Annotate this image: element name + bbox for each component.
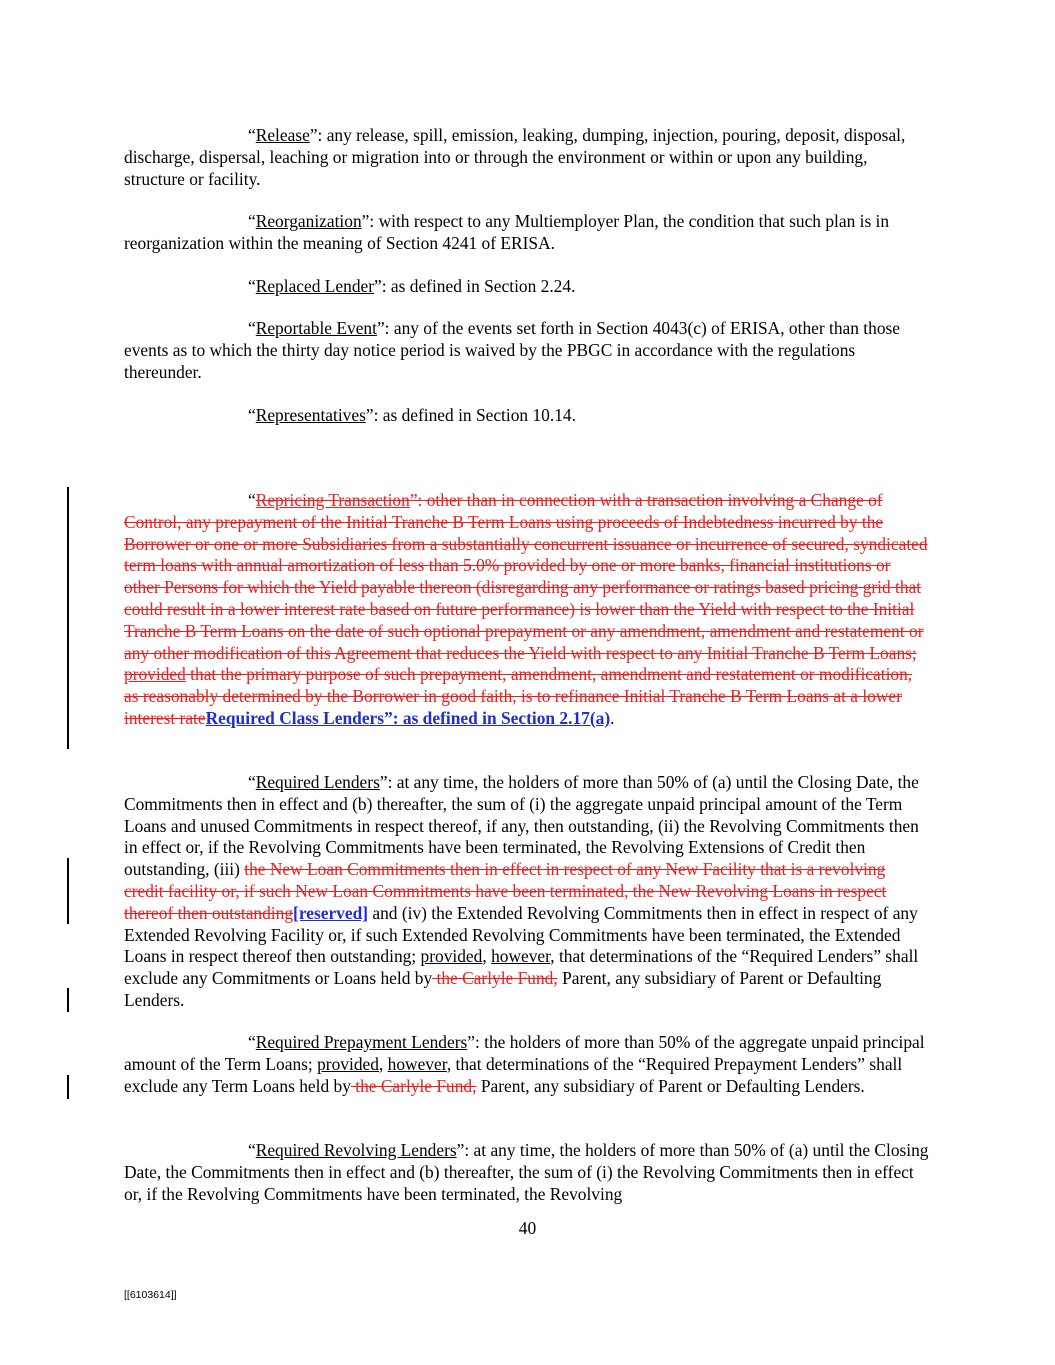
inserted-reserved: [reserved] — [293, 902, 369, 923]
definition-replaced-lender: “Replaced Lender”: as defined in Section 2.24. — [248, 276, 576, 296]
definition-required-lenders: “Required Lenders”: at any time, the holders of more than 50% of (a) until the Closing Date, the Commitments then in effect and (b) thereafter, the sum of (i) the aggregate unpaid principal amount of the Term Loans and unused Commitments in respect thereof, if any, then outstanding, (ii) the Revolving Commitments then in effect or, if the Revolving Commitments have been terminated, the Revolving Extensions of Credit then outstanding, (iii) the New Loan Commitments then in effect in respect of any New Facility that is a revolving credit facility or, if such New Loan Commitments have been terminated, the New Revolving Loans in respect thereof then outstanding[reserved] and (iv) the Extended Revolving Commitments then in effect in respect of any Extended Revolving Facility or, if such Extended Revolving Commitments have been terminated, the Extended Loans in respect thereof then outstanding; provided, however, that determinations of the “Required Lenders” shall exclude any Commitments or Loans held by the Carlyle Fund, Parent, any subsidiary of Parent or Defaulting Lenders. — [124, 772, 919, 1010]
deleted-text: the Carlyle Fund, — [350, 1075, 477, 1096]
term-reorganization: Reorganization — [255, 211, 362, 231]
term-reportable-event: Reportable Event — [255, 318, 377, 338]
definition-required-revolving-lenders: “Required Revolving Lenders”: at any time, the holders of more than 50% of (a) until the Closing Date, the Commitments then in effect and (b) thereafter, the sum of (i) the Revolving Commitments then in effect or, if the Revolving Commitments have been terminated, the Revolving — [124, 1140, 929, 1204]
deleted-provided: provided — [124, 664, 186, 685]
deleted-term-repricing: Repricing Transaction — [255, 490, 410, 510]
deleted-text: the Carlyle Fund, — [432, 968, 558, 989]
term-required-revolving-lenders: Required Revolving Lenders — [255, 1140, 457, 1160]
change-bar — [67, 1075, 69, 1099]
change-bar — [67, 858, 69, 924]
definition-repricing-transaction: “Repricing Transaction”: other than in connection with a transaction involving a Change of Control, any prepayment of the Initial Tranche B Term Loans using proceeds of Indebtedness incurred by the Borrower or one or more Subsidiaries from a substantially concurrent issuance or incurrence of secured, syndicated term loans with annual amortization of less than 5.0% provided by one or more banks, financial institutions or other Persons for which the Yield payable thereon (disregarding any performance or ratings based pricing grid that could result in a lower interest rate based on future performance) is lower than the Yield with respect to the Initial Tranche B Term Loans on the date of such optional prepayment or any amendment, amendment and restatement or any other modification of this Agreement that reduces the Yield with respect to any Initial Tranche B Term Loans; provided that the primary purpose of such prepayment, amendment, amendment and restatement or modification, as reasonably determined by the Borrower in good faith, is to refinance Initial Tranche B Term Loans at a lower interest rateRequired Class Lenders”: as defined in Section 2.17(a). — [124, 490, 928, 728]
definition-representatives: “Representatives”: as defined in Section 10.14. — [248, 405, 576, 425]
change-bar — [67, 487, 69, 749]
document-id: [[6103614]] — [124, 1289, 177, 1301]
term-release: Release — [255, 125, 310, 145]
definition-reportable-event: “Reportable Event”: any of the events set forth in Section 4043(c) of ERISA, other than those events as to which the thirty day notice period is waived by the PBGC in accordance with the regulations thereunder. — [124, 318, 900, 382]
definition-release: “Release”: any release, spill, emission, leaking, dumping, injection, pouring, deposit, disposal, discharge, dispersal, leaching or migration into or through the environment or within or upon any building, structure or facility. — [124, 125, 906, 189]
inserted-required-class-lenders: Required Class Lenders”: as defined in Section 2.17(a) — [205, 707, 611, 728]
term-required-prepayment-lenders: Required Prepayment Lenders — [255, 1032, 468, 1052]
term-required-lenders: Required Lenders — [255, 772, 380, 792]
term-replaced-lender: Replaced Lender — [255, 276, 375, 296]
deleted-text: ”: other than in connection with a transaction involving a Change of Control, any prepayment of the Initial Tranche B Term Loans using proceeds of Indebtedness incurred by the Borrower or one or more Subsidiaries from a substantially concurrent issuance or incurrence of secured, syndicated term loans with annual amortization of less than 5.0% provided by one or more banks, financial institutions or other Persons for which the Yield payable thereon (disregarding any performance or ratings based pricing grid that could result in a lower interest rate based on future performance) is lower than the Yield with respect to the Initial Tranche B Term Loans on the date of such optional prepayment or any amendment, amendment and restatement or any other modification of this Agreement that reduces the Yield with respect to any Initial Tranche B Term Loans; — [124, 490, 928, 663]
definition-required-prepayment-lenders: “Required Prepayment Lenders”: the holders of more than 50% of the aggregate unpaid principal amount of the Term Loans; provided, however, that determinations of the “Required Prepayment Lenders” shall exclude any Term Loans held by the Carlyle Fund, Parent, any subsidiary of Parent or Defaulting Lenders. — [124, 1032, 925, 1096]
definition-reorganization: “Reorganization”: with respect to any Multiemployer Plan, the condition that such plan is in reorganization within the meaning of Section 4241 of ERISA. — [124, 211, 890, 253]
term-representatives: Representatives — [255, 405, 366, 425]
deleted-text: that the primary purpose of such prepayment, amendment, amendment and restatement or modification, as reasonably determined by the Borrower in good faith, is to refinance Initial Tranche B Term Loans at a lower interest rate — [124, 664, 913, 728]
deleted-text: the New Loan Commitments then in effect in respect of any New Facility that is a revolving credit facility or, if such New Loan Commitments have been terminated, the New Revolving Loans in respect thereof then outstanding — [124, 859, 887, 923]
page-number: 40 — [518, 1218, 537, 1238]
change-bar — [67, 988, 69, 1012]
